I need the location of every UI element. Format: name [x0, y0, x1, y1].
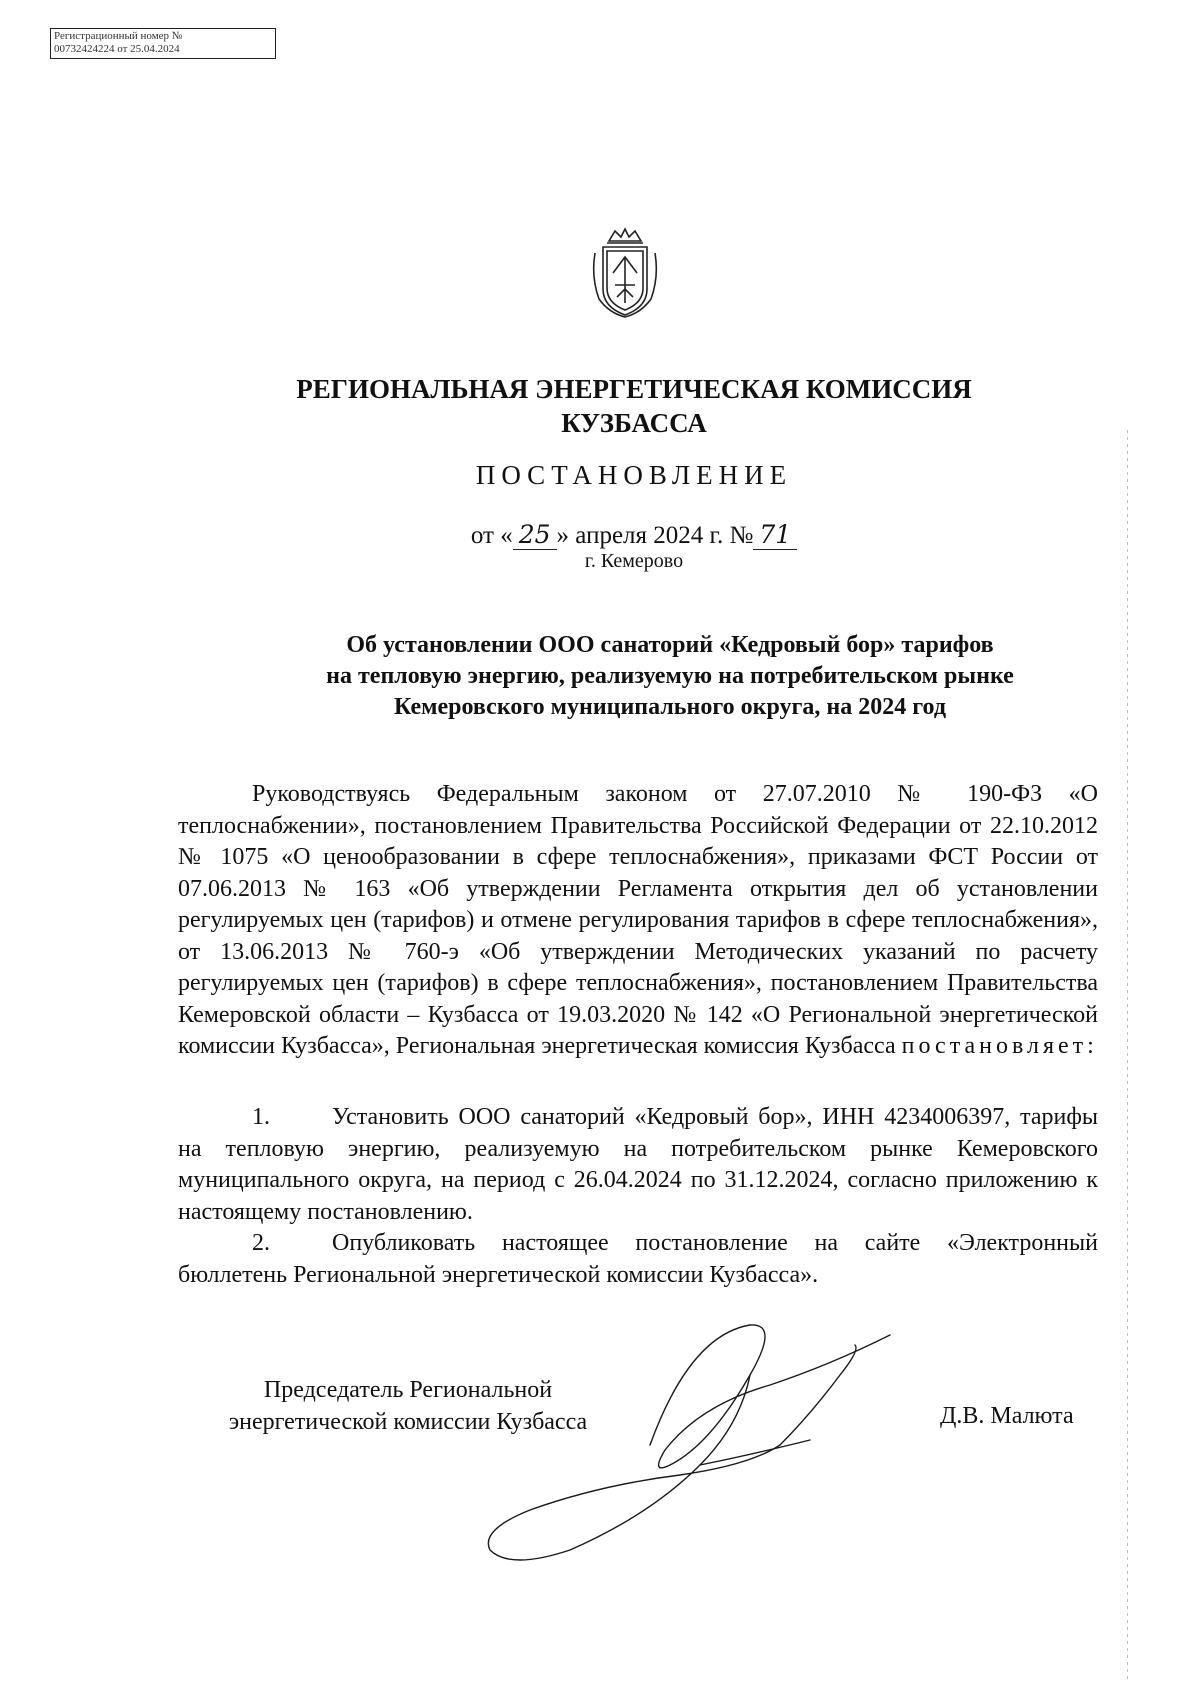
- document-city: г. Кемерово: [584, 550, 684, 572]
- date-prefix: от «: [470, 522, 513, 549]
- registration-line-2: 00732424224 от 25.04.2024: [54, 43, 180, 55]
- decree-item-1: [178, 1102, 1098, 1228]
- document-subject: [220, 630, 1120, 723]
- subject-line-3: Кемеровского муниципального округа, на 2024 год: [394, 694, 946, 720]
- position-line-2: энергетической комиссии Кузбасса: [228, 1409, 588, 1435]
- organization-line-2: КУЗБАССА: [561, 408, 707, 438]
- registration-stamp: [50, 28, 276, 59]
- registration-line-1: Регистрационный номер №: [54, 30, 183, 42]
- item-1-number: 1.: [252, 1104, 270, 1130]
- decree-word: постановляет:: [901, 1033, 1098, 1059]
- document-date-line: [0, 520, 1200, 550]
- item-1-text: Установить ООО санаторий «Кедровый бор», ИНН 4234006397, тарифы на тепловую энергию, реализуемую на потребительском рынке Кемеровского муниципального округа, на период с 26.04.2024 по 31.12.2024, согласно приложению к настоящему постановлению.: [178, 1104, 1098, 1225]
- date-month-year: » апреля 2024 г. №: [556, 522, 754, 549]
- subject-line-2: на тепловую энергию, реализуемую на потребительском рынке: [326, 663, 1014, 689]
- subject-line-1: Об установлении ООО санаторий «Кедровый бор» тарифов: [346, 632, 994, 658]
- coat-of-arms-emblem: [589, 227, 661, 319]
- item-2-number: 2.: [252, 1230, 270, 1256]
- item-2-text: Опубликовать настоящее постановление на сайте «Электронный бюллетень Региональной энергетической комиссии Кузбасса».: [178, 1230, 1098, 1288]
- preamble-text: Руководствуясь Федеральным законом от 27.07.2010 № 190-ФЗ «О теплоснабжении», постановлением Правительства Российской Федерации от 22.10.2012 № 1075 «О ценообразовании в сфере теплоснабжения», приказами ФСТ России от 07.06.2013 № 163 «Об утверждении Регламента открытия дел об установлении регулируемых цен (тарифов) и отмене регулирования тарифов в сфере теплоснабжения», от 13.06.2013 № 760-э «Об утверждении Методических указаний по расчету регулируемых цен (тарифов) в сфере теплоснабжения», постановлением Правительства Кемеровской области – Кузбасса от 19.03.2020 № 142 «О Региональной энергетической комиссии Кузбасса», Региональная энергетическая комиссия Кузбасса: [178, 781, 1098, 1059]
- preamble-paragraph: [178, 779, 1098, 1063]
- organization-name: [0, 372, 1200, 440]
- handwritten-signature: [450, 1315, 950, 1575]
- document-number: 71: [753, 520, 797, 550]
- signatory-name: Д.В. Малюта: [940, 1403, 1074, 1429]
- document-type: ПОСТАНОВЛЕНИЕ: [475, 460, 793, 490]
- organization-line-1: РЕГИОНАЛЬНАЯ ЭНЕРГЕТИЧЕСКАЯ КОМИССИЯ: [296, 374, 972, 404]
- scan-edge-divider: [1127, 430, 1128, 1680]
- position-line-1: Председатель Региональной: [263, 1377, 553, 1403]
- date-day: 25: [513, 520, 557, 550]
- decree-item-2: [178, 1228, 1098, 1291]
